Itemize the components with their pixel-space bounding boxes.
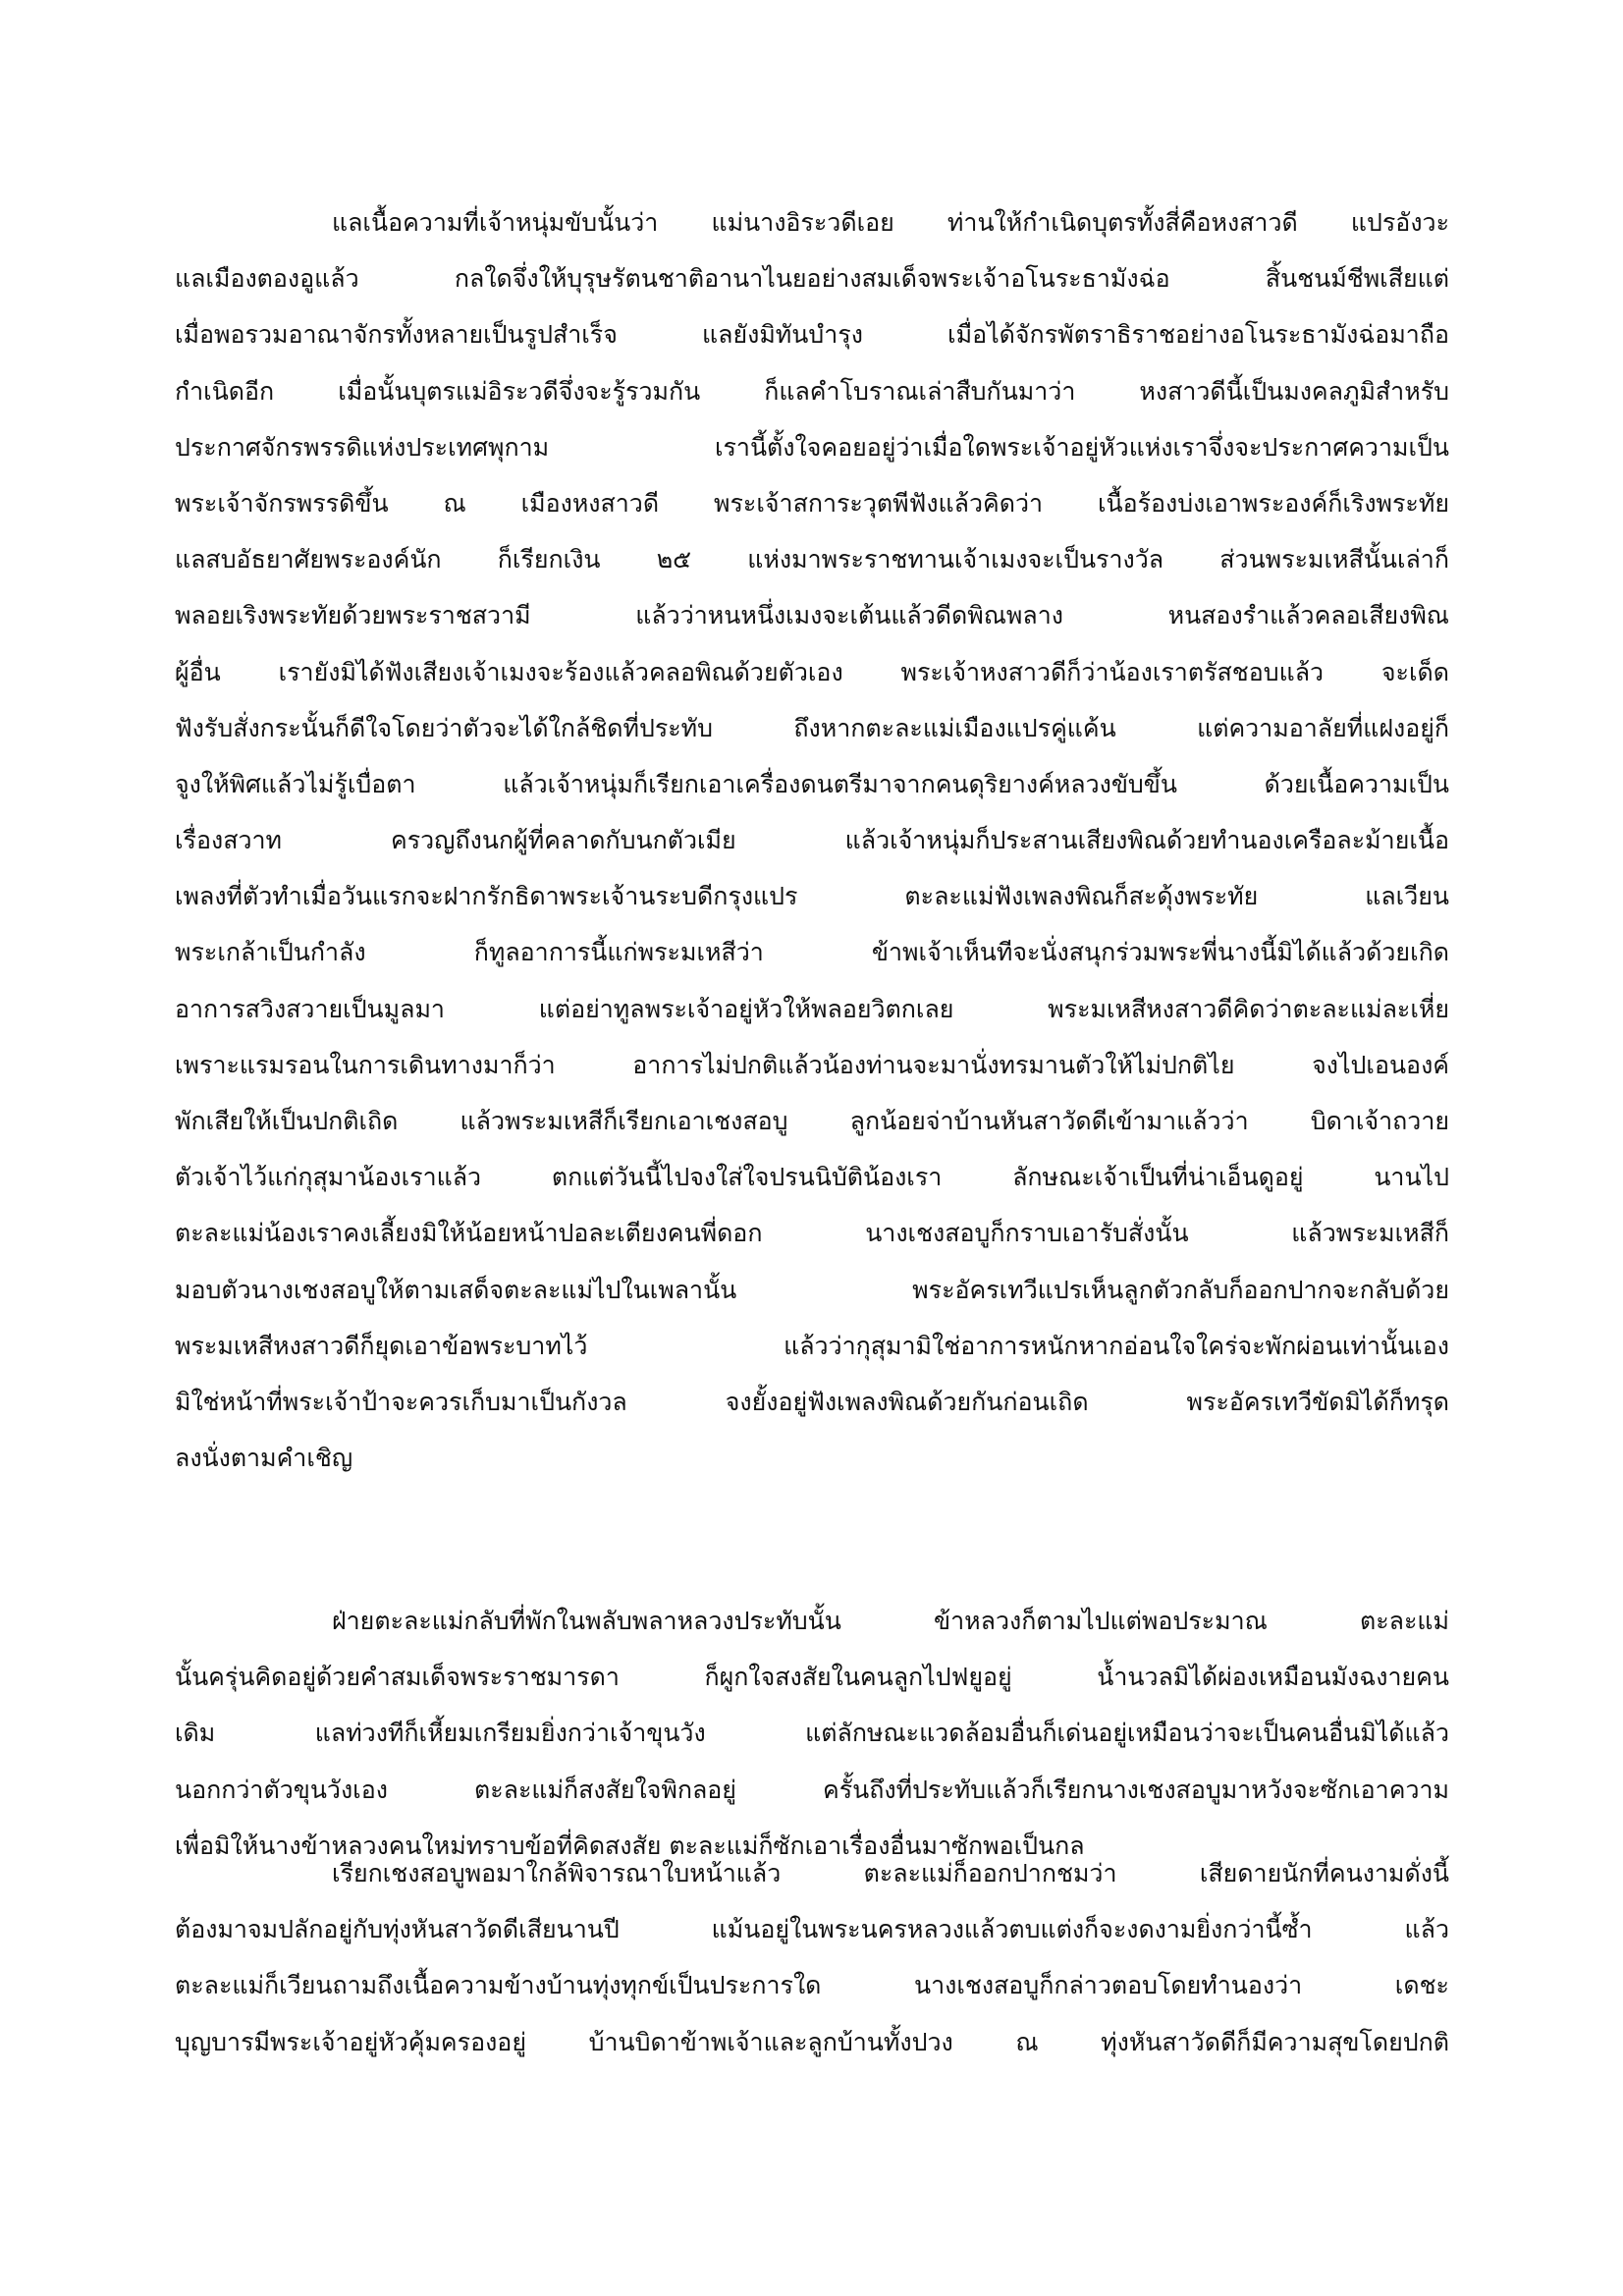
text-line: พักเสียให้เป็นปกติเถิด แล้วพระมเหสีก็เรียกเอาเชงสอบู ลูกน้อยจ่าบ้านหันสาวัดดีเข้ามาแล้วว่า บิดาเจ้าถวาย (175, 1107, 1449, 1135)
text-line: เรื่องสวาท ครวญถึงนกผู้ที่คลาดกับนกตัวเมีย แล้วเจ้าหนุ่มก็ประสานเสียงพิณด้วยทำนองเครือละม้ายเนื้อ (175, 826, 1449, 855)
text-line: ตะละแม่น้องเราคงเลี้ยงมิให้น้อยหน้าปอละเตียงคนพี่ดอก นางเชงสอบูก็กราบเอารับสั่งนั้น แล้วพระมเหสีก็ (175, 1219, 1449, 1248)
text-line: นอกกว่าตัวขุนวังเอง ตะละแม่ก็สงสัยใจพิกลอยู่ ครั้นถึงที่ประทับแล้วก็เรียกนางเชงสอบูมาหวังจะซักเอาความ (175, 1775, 1449, 1804)
text-line: เรียกเชงสอบูพอมาใกล้พิจารณาใบหน้าแล้ว ตะละแม่ก็ออกปากชมว่า เสียดายนักที่คนงามดั่งนี้ (332, 1859, 1449, 1887)
text-line: แลเมืองตองอูแล้ว กลใดจึ่งให้บุรุษรัตนชาติอานาไนยอย่างสมเด็จพระเจ้าอโนระธามังฉ่อ สิ้นชนม์ชีพเสียแต่ (175, 264, 1449, 294)
text-line: มิใช่หน้าที่พระเจ้าป้าจะควรเก็บมาเป็นกังวล จงยั้งอยู่ฟังเพลงพิณด้วยกันก่อนเถิด พระอัครเทวีขัดมิได้ก็ทรุด (175, 1387, 1449, 1416)
text-line: ลงนั่งตามคำเชิญ (175, 1444, 353, 1473)
text-line: บุญบารมีพระเจ้าอยู่หัวคุ้มครองอยู่ บ้านบิดาข้าพเจ้าและลูกบ้านทั้งปวง ณ ทุ่งหันสาวัดดีก็มีความสุขโดยปกติ (175, 2027, 1449, 2056)
text-line: พระมเหสีหงสาวดีก็ยุดเอาข้อพระบาทไว้ แล้วว่ากุสุมามิใช่อาการหนักหากอ่อนใจใคร่จะพักผ่อนเท่านั้นเอง (175, 1331, 1449, 1360)
text-line: อาการสวิงสวายเป็นมูลมา แต่อย่าทูลพระเจ้าอยู่หัวให้พลอยวิตกเลย พระมเหสีหงสาวดีคิดว่าตะละแม่ละเหี่ย (175, 994, 1449, 1023)
text-line: พระเจ้าจักรพรรดิขึ้น ณ เมืองหงสาวดี พระเจ้าสการะวุตพีฟังแล้วคิดว่า เนื้อร้องบ่งเอาพระองค์ก็เริงพระทัย (175, 488, 1449, 518)
text-line: แลเนื้อความที่เจ้าหนุ่มขับนั้นว่า แม่นางอิระวดีเอย ท่านให้กำเนิดบุตรทั้งสี่คือหงสาวดี แปรอังวะ (332, 208, 1449, 237)
text-line: พระเกล้าเป็นกำลัง ก็ทูลอาการนี้แก่พระมเหสีว่า ข้าพเจ้าเห็นทีจะนั่งสนุกร่วมพระพี่นางนี้มิได้แล้วด้วยเกิด (175, 938, 1449, 967)
paragraph-3 (175, 1845, 1449, 2070)
text-line: เพราะแรมรอนในการเดินทางมาก็ว่า อาการไม่ปกติแล้วน้องท่านจะมานั่งทรมานตัวให้ไม่ปกติไย จงไปเอนองค์ (175, 1050, 1449, 1079)
text-line: ฟังรับสั่งกระนั้นก็ดีใจโดยว่าตัวจะได้ใกล้ชิดที่ประทับ ถึงหากตะละแม่เมืองแปรคู่แค้น แต่ความอาลัยที่แฝงอยู่ก็ (175, 713, 1449, 742)
text-line: เมื่อพอรวมอาณาจักรทั้งหลายเป็นรูปสำเร็จ แลยังมิทันบำรุง เมื่อได้จักรพัตราธิราชอย่างอโนระธามังฉ่อมาถือ (175, 320, 1449, 350)
text-line: ตะละแม่ก็เวียนถามถึงเนื้อความข้างบ้านทุ่งทุกข์เป็นประการใด นางเชงสอบูก็กล่าวตอบโดยทำนองว่า เดชะ (175, 1971, 1449, 2000)
paragraph-2 (175, 1593, 1449, 1874)
paragraph-1 (175, 194, 1449, 1486)
text-line: แลสบอัธยาศัยพระองค์นัก ก็เรียกเงิน ๒๕ แห่งมาพระราชทานเจ้าเมงจะเป็นรางวัล ส่วนพระมเหสีนั้นเล่าก็ (175, 545, 1449, 574)
text-line: นั้นครุ่นคิดอยู่ด้วยคำสมเด็จพระราชมารดา ก็ผูกใจสงสัยในคนลูกไปฟยูอยู่ น้ำนวลมิได้ผ่องเหมือนมังฉงายคน (175, 1663, 1449, 1692)
text-line: เพื่อมิให้นางข้าหลวงคนใหม่ทราบข้อที่คิดสงสัย ตะละแม่ก็ซักเอาเรื่องอื่นมาซักพอเป็นกล (175, 1831, 1085, 1860)
text-line: ประกาศจักรพรรดิแห่งประเทศพุกาม เรานี้ตั้งใจคอยอยู่ว่าเมื่อใดพระเจ้าอยู่หัวแห่งเราจึ่งจะประกาศความเป็น (175, 432, 1449, 462)
text-line: เดิม แลท่วงทีก็เหี้ยมเกรียมยิ่งกว่าเจ้าขุนวัง แต่ลักษณะแวดล้อมอื่นก็เด่นอยู่เหมือนว่าจะเป็นคนอื่นมิได้แล้ว (175, 1719, 1449, 1748)
text-line: ผู้อื่น เรายังมิได้ฟังเสียงเจ้าเมงจะร้องแล้วคลอพิณด้วยตัวเอง พระเจ้าหงสาวดีก็ว่าน้องเราตรัสชอบแล้ว จะเด็ด (175, 657, 1449, 686)
text-line: ต้องมาจมปลักอยู่กับทุ่งหันสาวัดดีเสียนานปี แม้นอยู่ในพระนครหลวงแล้วตบแต่งก็จะงดงามยิ่งกว่านี้ซ้ำ แล้ว (175, 1915, 1449, 1944)
text-line: พลอยเริงพระทัยด้วยพระราชสวามี แล้วว่าหนหนึ่งเมงจะเต้นแล้วดีดพิณพลาง หนสองรำแล้วคลอเสียงพิณ (175, 601, 1449, 630)
text-line: เพลงที่ตัวทำเมื่อวันแรกจะฝากรักธิดาพระเจ้านระบดีกรุงแปร ตะละแม่ฟังเพลงพิณก็สะดุ้งพระทัย แลเวียน (175, 882, 1449, 911)
text-line: ฝ่ายตะละแม่กลับที่พักในพลับพลาหลวงประทับนั้น ข้าหลวงก็ตามไปแต่พอประมาณ ตะละแม่ (332, 1607, 1449, 1635)
text-line: กำเนิดอีก เมื่อนั้นบุตรแม่อิระวดีจึ่งจะรู้รวมกัน ก็แลคำโบราณเล่าสืบกันมาว่า หงสาวดีนี้เป็นมงคลภูมิสำหรับ (175, 376, 1449, 406)
text-line: มอบตัวนางเชงสอบูให้ตามเสด็จตะละแม่ไปในเพลานั้น พระอัครเทวีแปรเห็นลูกตัวกลับก็ออกปากจะกลับด้วย (175, 1275, 1449, 1304)
text-line: จูงให้พิศแล้วไม่รู้เบื่อตา แล้วเจ้าหนุ่มก็เรียกเอาเครื่องดนตรีมาจากคนดุริยางค์หลวงขับขึ้น ด้วยเนื้อความเป็น (175, 769, 1449, 798)
text-line: ตัวเจ้าไว้แก่กุสุมาน้องเราแล้ว ตกแต่วันนี้ไปจงใส่ใจปรนนิบัติน้องเรา ลักษณะเจ้าเป็นที่น่าเอ็นดูอยู่ นานไป (175, 1163, 1449, 1192)
